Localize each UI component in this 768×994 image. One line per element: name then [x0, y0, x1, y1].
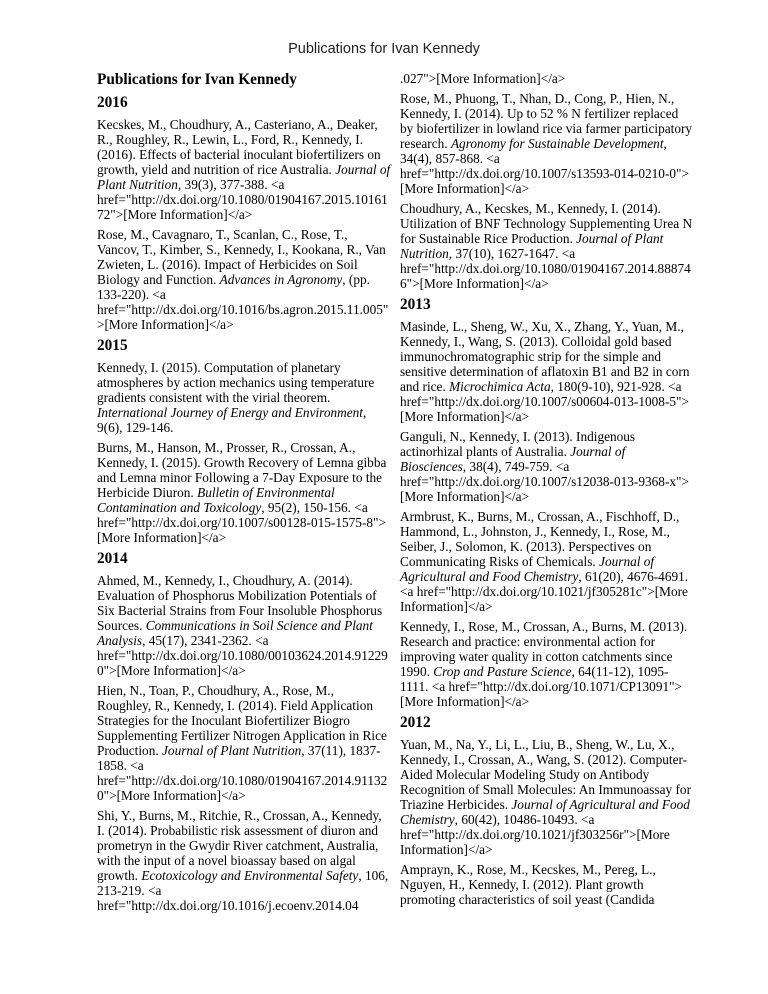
journal-name: Journal of Plant Nutrition: [162, 743, 302, 758]
journal-name: Bulletin of Environmental Contamination and Toxicology: [97, 485, 335, 515]
journal-name: Journal of Plant Nutrition: [400, 231, 664, 261]
citation-text: Shi, Y., Burns, M., Ritchie, R., Crossan, A., Kennedy, I. (2014). Probabilistic risk assessment of diuron and prometryn in the Gwydir River catchment, Australia, with the input of a novel bioassay based on algal growth.: [97, 808, 382, 883]
citation-text: Kennedy, I. (2015). Computation of planetary atmospheres by action mechanics using temperature gradients consistent with the virial theorem.: [97, 360, 375, 405]
journal-name: Journal of Biosciences: [400, 444, 626, 474]
right-column: [400, 71, 694, 918]
citation-entry: [400, 737, 694, 857]
page-header-title: Publications for Ivan Kennedy: [288, 41, 480, 57]
citation-text: , 106, 213-219. <a href="http://dx.doi.org/10.1016/j.ecoenv.2014.04: [97, 868, 389, 913]
citation-entry: [400, 509, 694, 614]
year-heading-2016: 2016: [97, 94, 128, 111]
journal-name: Advances in Agronomy: [219, 272, 343, 287]
year-heading-2012: 2012: [400, 714, 431, 731]
citation-text: Ahmed, M., Kennedy, I., Choudhury, A. (2014). Evaluation of Phosphorus Mobilization Potentials of Six Bacterial Strains from Four Insoluble Phosphorus Sources.: [97, 573, 383, 633]
citation-entry: [400, 319, 694, 424]
citation-entry: [97, 808, 391, 913]
citation-text: Hien, N., Toan, P., Choudhury, A., Rose, M., Roughley, R., Kennedy, I. (2014). Field Application Strategies for the Inoculant Biofertilizer Biogro Supplementing Fertilizer Nitrogen Application in Rice Production.: [97, 683, 387, 758]
citation-text: , 95(2), 150-156. <a href="http://dx.doi.org/10.1007/s00128-015-1575-8">[More Information]</a>: [97, 500, 386, 545]
citation-entry: [400, 201, 694, 291]
citation-text: , 60(42), 10486-10493. <a href="http://dx.doi.org/10.1021/jf303256r">[More Information]</a>: [400, 812, 670, 857]
journal-name: Crop and Pasture Science: [433, 664, 572, 679]
citation-text: , 34(4), 857-868. <a href="http://dx.doi.org/10.1007/s13593-014-0210-0">[More Information]</a>: [400, 136, 689, 196]
citation-entry: [97, 573, 391, 678]
citation-text: Rose, M., Phuong, T., Nhan, D., Cong, P., Hien, N., Kennedy, I. (2014). Up to 52 % N fertilizer replaced by biofertilizer in lowland rice via farmer participatory research.: [400, 91, 693, 151]
citation-entry: [400, 429, 694, 504]
citation-text: , 64(11-12), 1095-1111. <a href="http://dx.doi.org/10.1071/CP13091">[More Information]</a>: [400, 664, 683, 709]
journal-name: Journal of Agricultural and Food Chemistry: [400, 797, 690, 827]
year-heading-2013: 2013: [400, 296, 431, 313]
citation-text: , 37(11), 1837-1858. <a href="http://dx.doi.org/10.1080/01904167.2014.911320">[More Information]</a>: [97, 743, 388, 803]
document-title: Publications for Ivan Kennedy: [97, 71, 297, 88]
citation-text: Yuan, M., Na, Y., Li, L., Liu, B., Sheng, W., Lu, X., Kennedy, I., Crossan, A., Wang, S. (2012). Computer-Aided Molecular Modeling Study on Antibody Recognition of Small Molecules: An Immunoassay for Triazine Herbicides.: [400, 737, 692, 812]
citation-text: Choudhury, A., Kecskes, M., Kennedy, I. (2014). Utilization of BNF Technology Supplementing Urea N for Sustainable Rice Production.: [400, 201, 693, 246]
citation-text: Kecskes, M., Choudhury, A., Casteriano, A., Deaker, R., Roughley, R., Lewin, L., Ford, R., Kennedy, I. (2016). Effects of bacterial inoculant biofertilizers on growth, yield and nutrition of rice Australia.: [97, 117, 381, 177]
citation-entry: [97, 360, 391, 435]
citation-text: Masinde, L., Sheng, W., Xu, X., Zhang, Y., Yuan, M., Kennedy, I., Wang, S. (2013). Colloidal gold based immunochromatographic strip for the simple and sensitive determination of aflatoxin B1 and B2 in corn and rice.: [400, 319, 690, 394]
citation-entry: [400, 91, 694, 196]
citation-text: , 39(3), 377-388. <a href="http://dx.doi.org/10.1080/01904167.2015.1016172">[More Information]</a>: [97, 177, 388, 222]
citation-text: Ganguli, N., Kennedy, I. (2013). Indigenous actinorhizal plants of Australia.: [400, 429, 636, 459]
citation-text: Kennedy, I., Rose, M., Crossan, A., Burns, M. (2013). Research and practice: environmental action for improving water quality in cotton catchments since 1990.: [400, 619, 688, 679]
citation-entry: [97, 440, 391, 545]
citation-entry: [400, 71, 694, 86]
citation-text: , 9(6), 129-146.: [97, 405, 367, 435]
citation-text: Rose, M., Cavagnaro, T., Scanlan, C., Rose, T., Vancov, T., Kimber, S., Kennedy, I., Kookana, R., Van Zwieten, L. (2016). Impact of Herbicides on Soil Biology and Function.: [97, 227, 386, 287]
citation-entry: [97, 683, 391, 803]
citation-entry: [400, 619, 694, 709]
citation-text: , 45(17), 2341-2362. <a href="http://dx.doi.org/10.1080/00103624.2014.912290">[More Information]</a>: [97, 633, 388, 678]
journal-name: Journal of Agricultural and Food Chemistry: [400, 554, 655, 584]
journal-name: Communications in Soil Science and Plant Analysis: [97, 618, 373, 648]
citation-entry: [400, 862, 694, 907]
journal-name: Journal of Plant Nutrition: [97, 162, 391, 192]
left-column: [97, 71, 391, 918]
journal-name: Microchimica Acta: [449, 379, 551, 394]
journal-name: Ecotoxicology and Environmental Safety: [141, 868, 359, 883]
citation-text: , (pp. 133-220). <a href="http://dx.doi.org/10.1016/bs.agron.2015.11.005">[More Information]</a>: [97, 272, 389, 332]
citation-text: , 38(4), 749-759. <a href="http://dx.doi.org/10.1007/s12038-013-9368-x">[More Information]</a>: [400, 459, 689, 504]
citation-text: , 180(9-10), 921-928. <a href="http://dx.doi.org/10.1007/s00604-013-1008-5">[More Information]</a>: [400, 379, 689, 424]
journal-name: Agronomy for Sustainable Development: [450, 136, 664, 151]
citation-text: .027">[More Information]</a>: [400, 71, 566, 86]
two-column-layout: [97, 71, 694, 918]
citation-text: , 61(20), 4676-4691. <a href="http://dx.doi.org/10.1021/jf305281c">[More Information]</a>: [400, 569, 689, 614]
year-heading-2015: 2015: [97, 337, 128, 354]
citation-text: Burns, M., Hanson, M., Prosser, R., Crossan, A., Kennedy, I. (2015). Growth Recovery of Lemna gibba and Lemna minor Following a 7-Day Exposure to the Herbicide Diuron.: [97, 440, 387, 500]
citation-entry: [97, 117, 391, 222]
journal-name: International Journey of Energy and Environment: [97, 405, 364, 420]
year-heading-2014: 2014: [97, 550, 128, 567]
citation-text: Amprayn, K., Rose, M., Kecskes, M., Pereg, L., Nguyen, H., Kennedy, I. (2012). Plant growth promoting characteristics of soil yeast (Candida: [400, 862, 656, 907]
citation-text: Armbrust, K., Burns, M., Crossan, A., Fischhoff, D., Hammond, L., Johnston, J., Kennedy, I., Rose, M., Seiber, J., Solomon, K. (2013). Perspectives on Communicating Risks of Chemicals.: [400, 509, 680, 569]
citation-entry: [97, 227, 391, 332]
citation-text: , 37(10), 1627-1647. <a href="http://dx.doi.org/10.1080/01904167.2014.888746">[More Information]</a>: [400, 246, 691, 291]
